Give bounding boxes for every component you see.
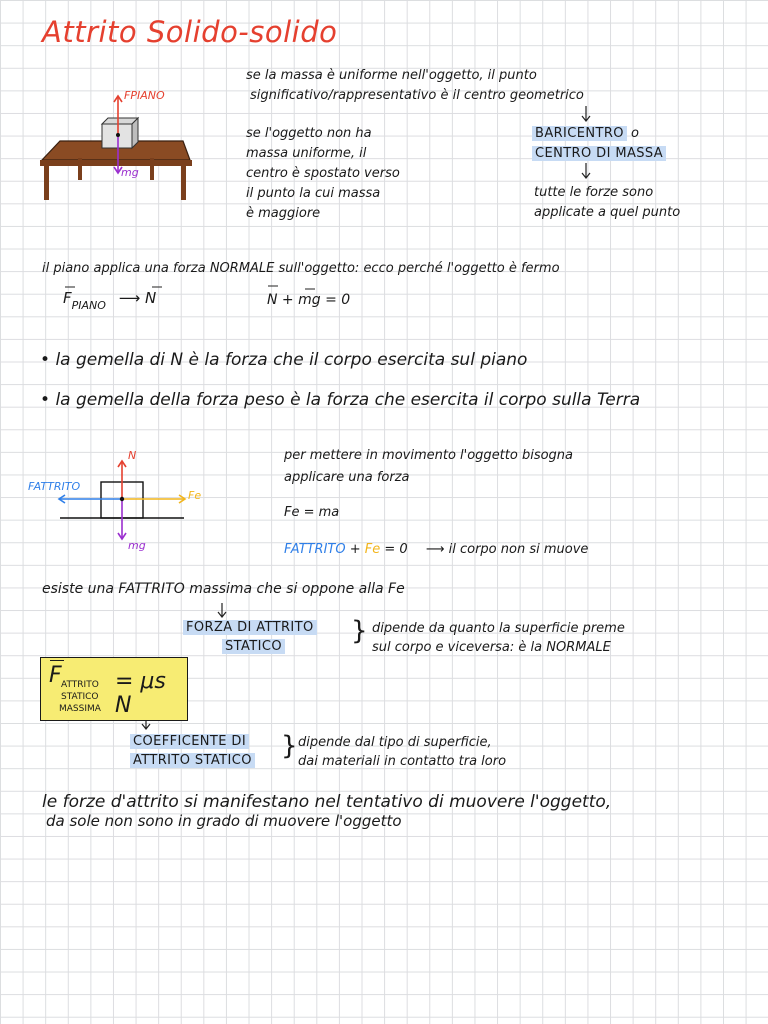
formula-sub-1: ATTRITO [61, 680, 99, 690]
table-edge [40, 160, 192, 166]
eq1-arrow: ⟶ [118, 289, 141, 307]
forze-line-2: applicate a quel punto [534, 205, 681, 220]
table-leg [150, 158, 154, 180]
eq2-fe: Fe [364, 542, 381, 557]
mg-label-2: mg [128, 539, 146, 552]
formula-rhs: = μs N [115, 669, 166, 718]
baricentro-label: BARICENTRO [532, 126, 627, 141]
o-label: o [631, 126, 640, 141]
table-leg [78, 158, 82, 180]
eq2-fattrito: FATTRITO [284, 542, 346, 557]
intro-left-3: centro è spostato verso [246, 166, 400, 181]
formula-sub-2: STATICO [61, 692, 99, 702]
brace-2: } [281, 731, 298, 761]
intro-left-2: massa uniforme, il [246, 146, 367, 161]
dipende-1: dipende da quanto la superficie preme [372, 621, 625, 636]
coeff-label-1: COEFFICENTE DI [130, 734, 249, 749]
intro-left-1: se l'oggetto non ha [246, 126, 372, 141]
f-attrito-label: FATTRITO [28, 480, 81, 493]
table-leg [181, 166, 186, 200]
normale-line: il piano applica una forza NORMALE sull'oggetto: ecco perché l'oggetto è fermo [42, 261, 560, 276]
eq2-result: ⟶ il corpo non si muove [425, 542, 589, 557]
moto-line-2: applicare una forza [284, 470, 410, 485]
eq1-sub: PIANO [71, 299, 106, 312]
dipende-2: sul corpo e viceversa: è la NORMALE [372, 640, 611, 655]
forza-statico-1: FORZA DI ATTRITO [183, 620, 317, 635]
bullet-1: • la gemella di N è la forza che il corpo esercita sul piano [40, 350, 528, 370]
bullet-2: • la gemella della forza peso è la forza che esercita il corpo sulla Terra [40, 390, 641, 410]
formula-sub-3: MASSIMA [59, 704, 101, 714]
intro-line-2: significativo/rappresentativo è il centro geometrico [250, 88, 584, 103]
table-leg [44, 166, 49, 200]
coeff-label-2: ATTRITO STATICO [130, 753, 255, 768]
centro-massa-label: CENTRO DI MASSA [532, 146, 666, 161]
formula-box [40, 657, 188, 721]
box-side [132, 118, 138, 148]
eq2: N + mg = 0 [267, 292, 351, 308]
f-piano-label: FPIANO [124, 89, 165, 102]
eq2-zero: = 0 [384, 542, 408, 557]
final-line-2: da sole non sono in grado di muovere l'oggetto [46, 812, 402, 830]
coeff-desc-1: dipende dal tipo di superficie, [298, 735, 492, 750]
intro-line-1: se la massa è uniforme nell'oggetto, il punto [246, 68, 537, 83]
forza-statico-2: STATICO [222, 639, 285, 654]
eq1-left: F [63, 289, 72, 307]
formula-lhs: F [49, 663, 62, 688]
page-title: Attrito Solido-solido [42, 15, 338, 49]
coeff-desc-2: dai materiali in contatto tra loro [298, 754, 507, 769]
forze-line-1: tutte le forze sono [534, 185, 654, 200]
mg-label: mg [121, 166, 139, 179]
intro-left-5: è maggiore [246, 206, 321, 221]
eq1-right: N [145, 289, 157, 307]
n-label: N [128, 449, 137, 462]
eq2-plus: + [349, 542, 361, 557]
moto-eq-1: Fe = ma [284, 505, 340, 520]
brace-1: } [351, 616, 368, 646]
moto-line-1: per mettere in movimento l'oggetto bisogna [284, 448, 574, 463]
intro-left-4: il punto la cui massa [246, 186, 381, 201]
fe-label: Fe [188, 489, 202, 502]
esiste-line: esiste una FATTRITO massima che si oppone alla Fe [42, 581, 405, 597]
final-line-1: le forze d'attrito si manifestano nel tentativo di muovere l'oggetto, [42, 792, 612, 812]
